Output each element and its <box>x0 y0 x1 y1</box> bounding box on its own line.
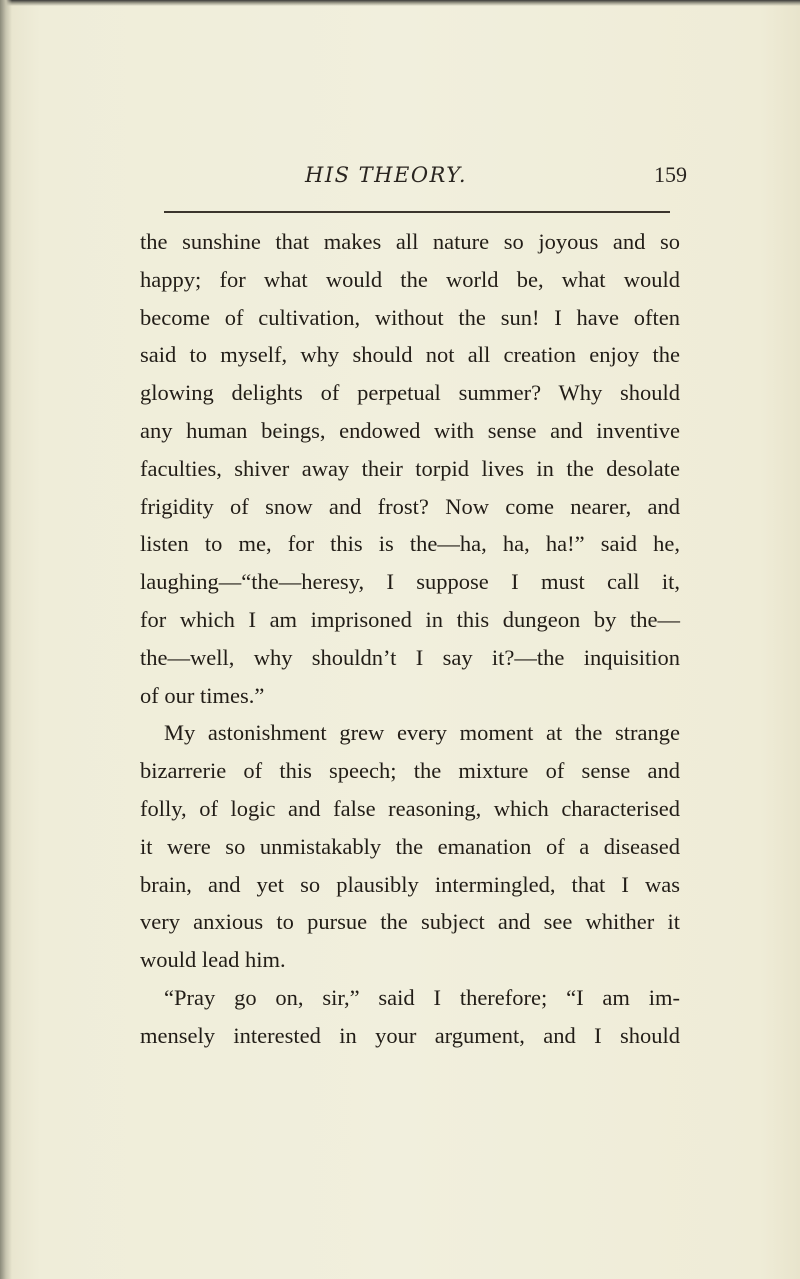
running-title: HIS THEORY. <box>305 163 468 187</box>
text-line: for which I am imprisoned in this dungeon by the— <box>140 606 680 632</box>
text-line: happy; for what would the world be, what would <box>140 266 680 292</box>
page-number: 159 <box>654 162 687 187</box>
body-text <box>140 223 680 1055</box>
text-line: laughing—“the—heresy, I suppose I must call it, <box>140 569 680 595</box>
text-line: the sunshine that makes all nature so joyous and so <box>140 229 680 254</box>
text-line: bizarrerie of this speech; the mixture of sense and <box>140 758 680 784</box>
text-line: very anxious to pursue the subject and see whither it <box>140 909 680 935</box>
text-line: brain, and yet so plausibly intermingled, that I was <box>140 871 680 897</box>
text-line: the—well, why shouldn’t I say it?—the inquisition <box>140 644 680 670</box>
text-line: become of cultivation, without the sun! I have often <box>140 304 680 330</box>
text-line: mensely interested in your argument, and I should <box>140 1022 680 1048</box>
text-line: frigidity of snow and frost? Now come nearer, and <box>140 493 680 519</box>
text-line: glowing delights of perpetual summer? Why should <box>140 380 680 406</box>
text-line: folly, of logic and false reasoning, which characterised <box>140 795 680 821</box>
header-rule <box>164 211 670 213</box>
text-line: it were so unmistakably the emanation of a diseased <box>140 833 680 859</box>
text-line: would lead him. <box>140 947 286 973</box>
text-line: said to myself, why should not all creation enjoy the <box>140 342 680 368</box>
text-line: of our times.” <box>140 682 265 708</box>
text-line: listen to me, for this is the—ha, ha, ha!” said he, <box>140 531 680 557</box>
paragraph-start-line: My astonishment grew every moment at the strange <box>164 720 680 746</box>
running-head <box>0 163 800 193</box>
page-top-edge <box>0 0 800 6</box>
text-line: any human beings, endowed with sense and inventive <box>140 417 680 443</box>
paragraph-start-line: “Pray go on, sir,” said I therefore; “I am im- <box>164 984 680 1010</box>
text-line: faculties, shiver away their torpid lives in the desolate <box>140 455 680 481</box>
